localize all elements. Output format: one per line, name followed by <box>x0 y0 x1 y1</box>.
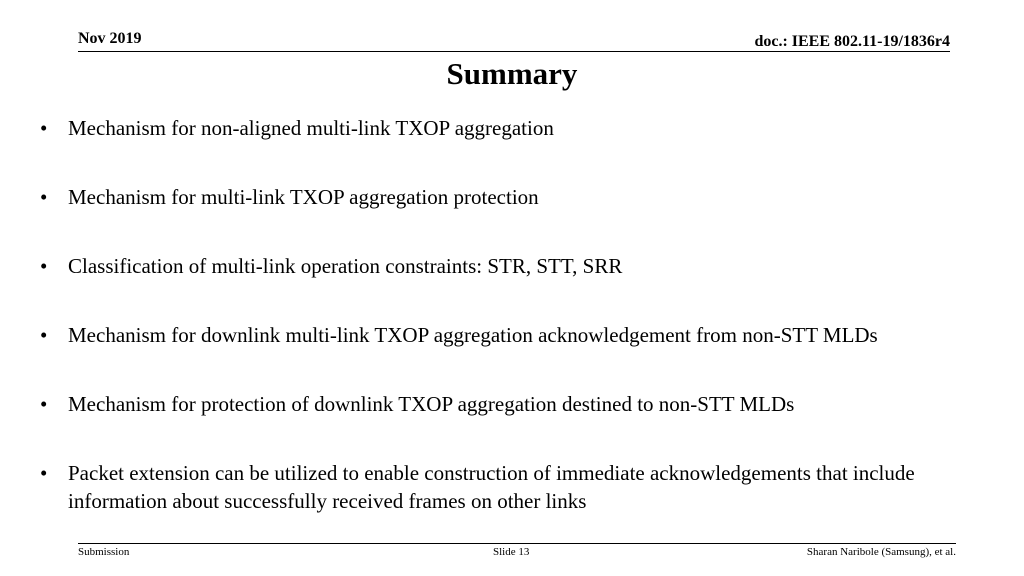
footer-submission: Submission <box>78 546 130 558</box>
bullet-item <box>40 114 1000 183</box>
bullet-marker: • <box>40 116 48 140</box>
header-divider <box>78 51 950 52</box>
slide-title: Summary <box>446 56 578 91</box>
bullet-item <box>40 252 1000 321</box>
bullet-text: Mechanism for non-aligned multi-link TXOP aggregation <box>68 116 554 140</box>
bullet-text: Mechanism for protection of downlink TXOP aggregation destined to non-STT MLDs <box>68 392 795 416</box>
bullet-item <box>40 321 1000 390</box>
bullet-item <box>40 183 1000 252</box>
bullet-marker: • <box>40 323 48 347</box>
bullet-text: Packet extension can be utilized to enable construction of immediate acknowledgements that include information about successfully received frames on other links <box>68 461 915 513</box>
bullet-text: Mechanism for downlink multi-link TXOP aggregation acknowledgement from non-STT MLDs <box>68 323 878 347</box>
bullet-item <box>40 390 1000 459</box>
footer-divider <box>78 543 956 544</box>
footer-slide-number: Slide 13 <box>493 546 530 558</box>
bullet-marker: • <box>40 254 48 278</box>
footer-author: Sharan Naribole (Samsung), et al. <box>806 546 956 558</box>
bullet-marker: • <box>40 392 48 416</box>
header-doc-id: doc.: IEEE 802.11-19/1836r4 <box>754 33 950 50</box>
bullet-text: Mechanism for multi-link TXOP aggregation protection <box>68 185 539 209</box>
bullet-item <box>40 459 1000 528</box>
bullet-marker: • <box>40 185 48 209</box>
bullet-text: Classification of multi-link operation constraints: STR, STT, SRR <box>68 254 623 278</box>
bullet-list <box>40 114 1000 528</box>
bullet-marker: • <box>40 461 48 485</box>
header-date: Nov 2019 <box>78 30 142 47</box>
